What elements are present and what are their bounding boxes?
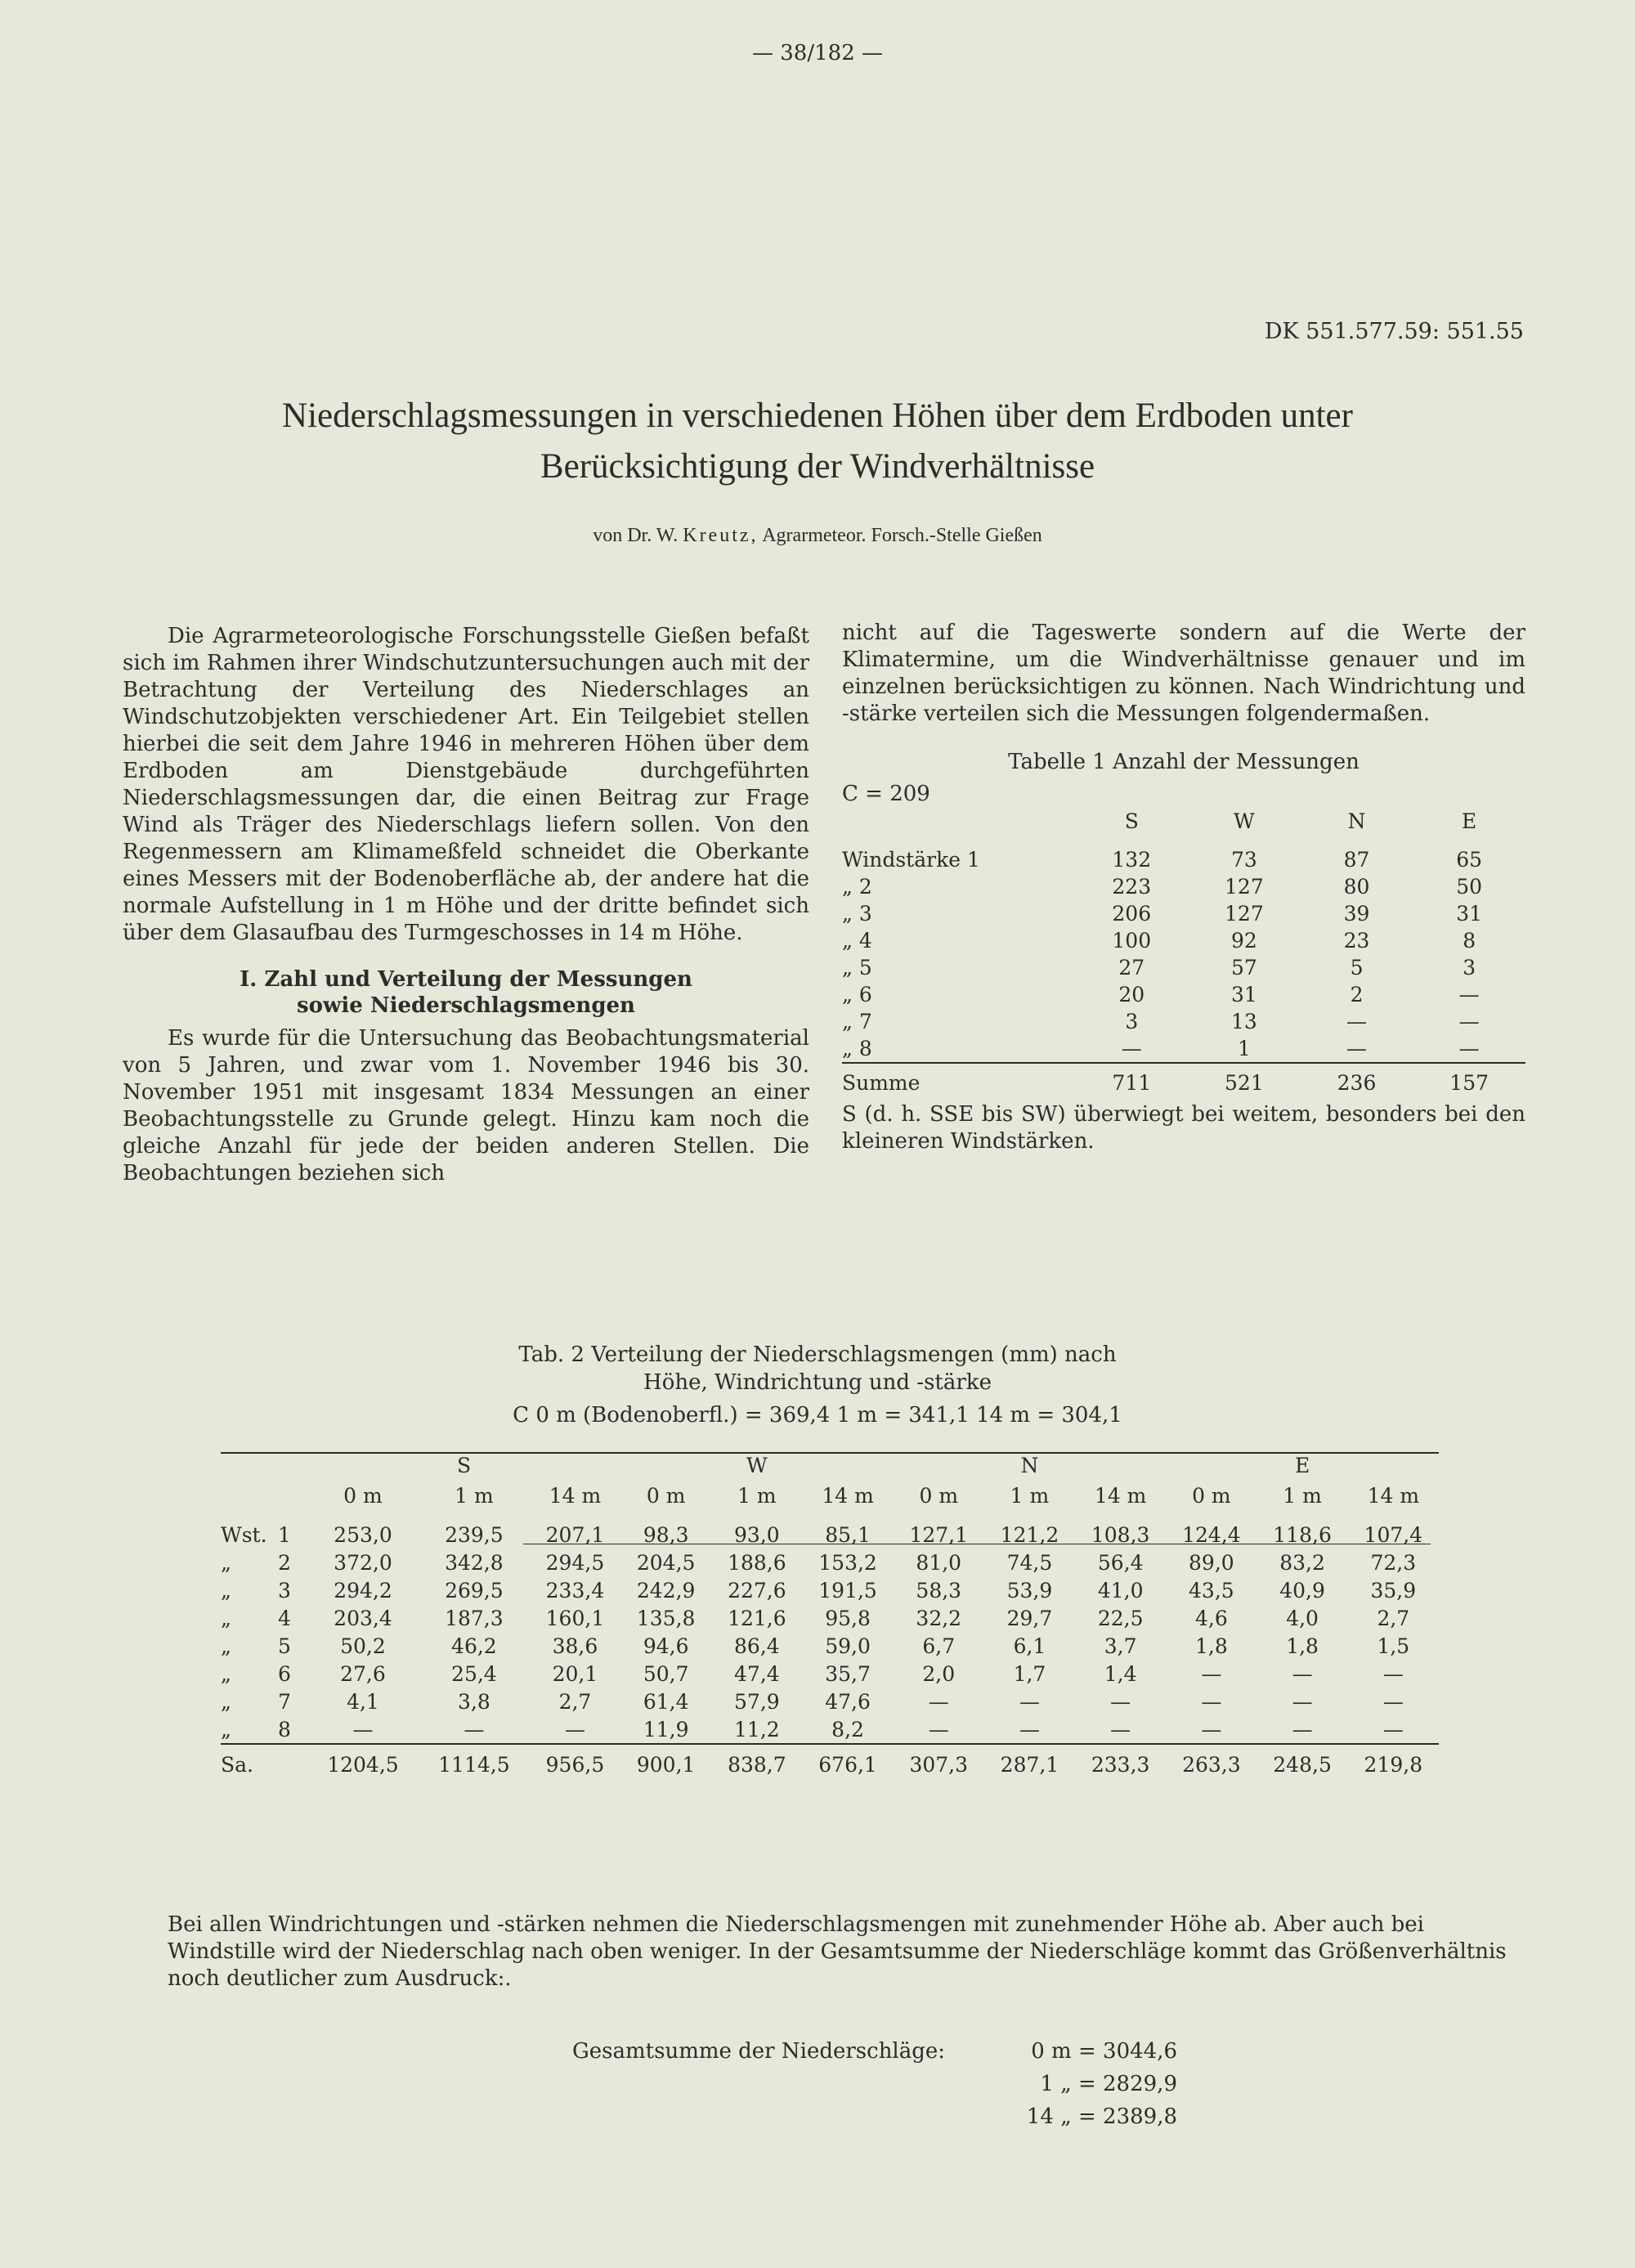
- section-heading-line-2: sowie Niederschlagsmengen: [297, 993, 635, 1018]
- table2-sum-cell: 233,3: [1075, 1744, 1166, 1784]
- table2-corner: [221, 1449, 278, 1481]
- table1-row-label: „ 5: [842, 956, 872, 979]
- table2-row: [221, 1660, 1439, 1688]
- table2-cell: 118,6: [1273, 1522, 1332, 1547]
- table2-sum-cell: 1114,5: [419, 1744, 530, 1784]
- table1-cell: 2: [1350, 983, 1364, 1006]
- table2-height-row: [221, 1481, 1439, 1509]
- table2-cell: 74,5: [1006, 1550, 1053, 1575]
- table2-windstrength: 1: [278, 1522, 291, 1547]
- totals-line: 1 „ = 2829,9: [1040, 2072, 1177, 2096]
- table2-direction-header: N: [1020, 1453, 1039, 1477]
- table2-cell: 50,2: [340, 1634, 386, 1658]
- table2-cell: 56,4: [1097, 1550, 1144, 1575]
- table1-cell: —: [1121, 1037, 1142, 1060]
- table2-cell: 4,1: [347, 1689, 379, 1714]
- section-heading: [123, 966, 809, 1019]
- table2-cell: 4,6: [1194, 1606, 1228, 1630]
- table1-cell: 8: [1463, 929, 1476, 952]
- table1-cell: 39: [1343, 902, 1370, 926]
- table2-corner: [221, 1481, 278, 1509]
- table1-row: [842, 873, 1525, 900]
- table2-cell: —: [928, 1689, 949, 1714]
- left-column: [123, 623, 809, 1187]
- table2-sum-cell: 219,8: [1348, 1744, 1439, 1784]
- table2-height-header: 14 m: [549, 1483, 602, 1508]
- table1-row-label: „ 2: [842, 875, 872, 899]
- table2-cell: —: [1292, 1717, 1313, 1741]
- table2-cell: 83,2: [1279, 1550, 1325, 1575]
- table1-cell: 92: [1230, 929, 1257, 952]
- table2-cell: 135,8: [636, 1606, 696, 1630]
- table2-sum-row: [221, 1744, 1439, 1784]
- table2-cell: 3,8: [458, 1689, 490, 1714]
- table2-cell: 239,5: [445, 1522, 504, 1547]
- table2-cell: 253,0: [334, 1522, 392, 1547]
- table1-row: [842, 927, 1525, 954]
- table2-sum-cell: 838,7: [711, 1744, 802, 1784]
- author-name: Kreutz,: [683, 525, 759, 546]
- table2-cell: 1,8: [1194, 1634, 1228, 1658]
- table1-cell: —: [1458, 983, 1480, 1006]
- conclusion-paragraph: Bei allen Windrichtungen und -stärken nehmen die Niederschlagsmengen mit zunehmender Höhe ab. Aber auch bei Windstille wird der Niederschlag nach oben weniger. In der Gesamtsumme der Niederschläge kommt das Größenverhältnis noch deutlicher zum Ausdruck:.: [168, 1912, 1507, 1991]
- table2-cell: 46,2: [451, 1634, 497, 1658]
- table2-cell: —: [464, 1717, 485, 1741]
- table2-cell: 233,4: [545, 1578, 605, 1602]
- table2-ditto: „: [221, 1661, 231, 1686]
- table1-header: W: [1234, 809, 1255, 833]
- table2-cell: —: [1382, 1689, 1404, 1714]
- table1-row: [842, 846, 1525, 873]
- table2-cell: 93,0: [734, 1522, 780, 1547]
- table2-cell: 40,9: [1279, 1578, 1325, 1602]
- table2-sum-cell: 676,1: [802, 1744, 893, 1784]
- table2-cell: 4,0: [1286, 1606, 1319, 1630]
- table2-cell: 61,4: [643, 1689, 689, 1714]
- table2-sum-cell: 307,3: [894, 1744, 984, 1784]
- table1-cell: 127: [1225, 902, 1264, 926]
- table1-cell: 27: [1118, 956, 1145, 979]
- table2-windstrength: 3: [278, 1578, 291, 1602]
- table2-cell: 242,9: [636, 1578, 696, 1602]
- table2-cell: 127,1: [909, 1522, 969, 1547]
- table2-cell: —: [1110, 1717, 1131, 1741]
- table2-caption-line-3: C 0 m (Bodenoberfl.) = 369,4 1 m = 341,1 14 m = 304,1: [513, 1403, 1122, 1428]
- table2-cell: 59,0: [825, 1634, 871, 1658]
- table2-caption: [82, 1341, 1553, 1429]
- table2-cell: 11,9: [643, 1717, 689, 1741]
- table2-cell: 47,6: [825, 1689, 871, 1714]
- table2-cell: 95,8: [825, 1606, 871, 1630]
- table2-cell: 32,2: [916, 1606, 962, 1630]
- table2-direction-header: W: [746, 1453, 768, 1477]
- table1-cell: —: [1346, 1010, 1368, 1033]
- table2: [221, 1449, 1439, 1784]
- table2-height-header: 1 m: [737, 1483, 777, 1508]
- table1-row: [842, 954, 1525, 981]
- table2-cell: 57,9: [734, 1689, 780, 1714]
- table2-direction-row: [221, 1449, 1439, 1481]
- table2-direction-header: S: [456, 1453, 472, 1477]
- table2-height-header: 0 m: [646, 1483, 686, 1508]
- table1-cell: 206: [1112, 902, 1152, 926]
- table2-height-header: 0 m: [343, 1483, 383, 1508]
- table2-cell: 22,5: [1097, 1606, 1144, 1630]
- table1-cell: 3: [1463, 956, 1476, 979]
- right-column: [842, 620, 1525, 1155]
- table2-cell: 8,2: [831, 1717, 864, 1741]
- table1-sum-label: Summe: [842, 1063, 1075, 1101]
- table2-cell: —: [352, 1717, 374, 1741]
- table2-cell: 94,6: [643, 1634, 689, 1658]
- table2-cell: 38,6: [552, 1634, 598, 1658]
- table1-cell: 132: [1112, 848, 1152, 872]
- table2-windstrength: 8: [278, 1717, 291, 1741]
- table2-row: [221, 1715, 1439, 1744]
- table2-cell: 204,5: [636, 1550, 696, 1575]
- table2-cell: 6,1: [1013, 1634, 1046, 1658]
- table2-cell: —: [1019, 1689, 1040, 1714]
- table2-cell: 11,2: [734, 1717, 780, 1741]
- totals-label: Gesamtsumme der Niederschläge:: [572, 2039, 946, 2064]
- author-affiliation: Agrarmeteor. Forsch.-Stelle Gießen: [762, 525, 1042, 546]
- article-title: [82, 391, 1553, 492]
- table2-cell: —: [1292, 1661, 1313, 1686]
- table2-height-header: 14 m: [1094, 1483, 1147, 1508]
- table1-cell: 57: [1230, 956, 1257, 979]
- table2-cell: —: [1201, 1689, 1222, 1714]
- table2-cell: 160,1: [545, 1606, 605, 1630]
- table2-height-header: 0 m: [1192, 1483, 1231, 1508]
- table2-row: [221, 1509, 1439, 1549]
- table2-cell: 35,7: [825, 1661, 871, 1686]
- table2-windstrength: 7: [278, 1689, 291, 1714]
- table2-sum-label: Sa.: [221, 1744, 278, 1784]
- table2-cell: 191,5: [818, 1578, 877, 1602]
- table2-cell: 86,4: [734, 1634, 780, 1658]
- table2-caption-line-1: Tab. 2 Verteilung der Niederschlagsmengen (mm) nach: [518, 1342, 1117, 1367]
- table1-header-row: [842, 808, 1525, 835]
- table1-row: [842, 981, 1525, 1008]
- table1-row: [842, 1035, 1525, 1063]
- table1-cell: 1: [1237, 1037, 1251, 1060]
- table1-cell: —: [1458, 1010, 1480, 1033]
- table2-cell: 1,7: [1013, 1661, 1046, 1686]
- table1-sum-cell: 521: [1188, 1063, 1301, 1101]
- table2-cell: 107,4: [1364, 1522, 1423, 1547]
- table2-cell: 1,5: [1377, 1634, 1410, 1658]
- table2-cell: 121,2: [1000, 1522, 1059, 1547]
- table1-row-label: „ 7: [842, 1010, 872, 1033]
- table2-cell: 2,0: [922, 1661, 956, 1686]
- table2-windstrength: 5: [278, 1634, 291, 1658]
- table2-cell: 342,8: [445, 1550, 504, 1575]
- table1-sum-cell: 236: [1301, 1063, 1413, 1101]
- table2-row-label: Wst.: [221, 1522, 267, 1547]
- section-paragraph: Es wurde für die Untersuchung das Beobachtungsmaterial von 5 Jahren, und zwar vom 1. November 1946 bis 30. November 1951 mit insgesamt 1834 Messungen an einer Beobachtungsstelle zu Grunde gelegt. Hinzu kam noch die gleiche Anzahl für jede der beiden anderen Stellen. Die Beobachtungen beziehen sich: [123, 1026, 809, 1186]
- table2-corner: [278, 1481, 307, 1509]
- table1-cell: 50: [1456, 875, 1483, 899]
- table2-height-header: 1 m: [455, 1483, 494, 1508]
- table2-cell: 1,4: [1104, 1661, 1137, 1686]
- table2-cell: 29,7: [1006, 1606, 1053, 1630]
- section-heading-line-1: I. Zahl und Verteilung der Messungen: [240, 967, 692, 992]
- table2-sum-cell: 956,5: [530, 1744, 620, 1784]
- table2-cell: 188,6: [728, 1550, 786, 1575]
- table1-cell: 13: [1230, 1010, 1257, 1033]
- table2-ditto: „: [221, 1578, 231, 1602]
- table2-height-header: 14 m: [822, 1483, 874, 1508]
- table2-cell: 58,3: [916, 1578, 962, 1602]
- table1-cell: 87: [1343, 848, 1370, 872]
- table1-row: [842, 900, 1525, 927]
- table2-row: [221, 1576, 1439, 1604]
- table1-cell: 80: [1343, 875, 1370, 899]
- table2-cell: —: [1201, 1717, 1222, 1741]
- table2-corner: [278, 1744, 307, 1784]
- table1-cell: 31: [1230, 983, 1257, 1006]
- author-line: [82, 525, 1553, 547]
- table1-cell: 3: [1125, 1010, 1139, 1033]
- table2-direction-header: E: [1295, 1453, 1310, 1477]
- intro-paragraph: Die Agrarmeteorologische Forschungsstelle Gießen befaßt sich im Rahmen ihrer Windschutzuntersuchungen auch mit der Betrachtung der Verteilung des Niederschlages an Windschutzobjekten verschiedener Art. Ein Teilgebiet stellen hierbei die seit dem Jahre 1946 in mehreren Höhen über dem Erdboden am Dienstgebäude durchgeführten Niederschlagsmessungen dar, die einen Beitrag zur Frage Wind als Träger des Niederschlags liefern sollen. Von den Regenmessern am Klimameßfeld schneidet die Oberkante eines Messers mit der Bodenoberfläche ab, der andere hat die normale Aufstellung in 1 m Höhe und der dritte befindet sich über dem Glasaufbau des Turmgeschosses in 14 m Höhe.: [123, 624, 809, 945]
- table2-cell: —: [1110, 1689, 1131, 1714]
- table2-row: [221, 1604, 1439, 1632]
- table2-cell: 3,7: [1104, 1634, 1137, 1658]
- table2-windstrength: 6: [278, 1661, 291, 1686]
- table1-cell: —: [1346, 1037, 1368, 1060]
- table2-cell: 35,9: [1370, 1578, 1417, 1602]
- table2-caption-line-2: Höhe, Windrichtung und -stärke: [643, 1370, 992, 1395]
- table2-cell: 53,9: [1006, 1578, 1053, 1602]
- dk-classification: DK 551.577.59: 551.55: [1264, 319, 1524, 344]
- table2-cell: 85,1: [825, 1522, 871, 1547]
- totals-line: 0 m = 3044,6: [1031, 2039, 1177, 2064]
- table1-sum-cell: 157: [1413, 1063, 1525, 1101]
- table1-cell: 23: [1343, 929, 1370, 952]
- table2-cell: 203,4: [334, 1606, 392, 1630]
- table2-cell: 227,6: [728, 1578, 786, 1602]
- table2-height-header: 1 m: [1010, 1483, 1050, 1508]
- table1-header: N: [1347, 809, 1366, 833]
- totals-line: 14 „ = 2389,8: [1026, 2104, 1177, 2129]
- right-paragraph: nicht auf die Tageswerte sondern auf die Werte der Klimatermine, um die Windverhältnisse genauer und im einzelnen berücksichtigen zu können. Nach Windrichtung und -stärke verteilen sich die Messungen folgendermaßen.: [842, 621, 1525, 726]
- page-number: — 38/182 —: [752, 41, 883, 65]
- table1-cell: 65: [1456, 848, 1483, 872]
- table1-row-label: „ 6: [842, 983, 872, 1006]
- table2-height-header: 14 m: [1367, 1483, 1420, 1508]
- table1-cell: 100: [1112, 929, 1152, 952]
- table2-sum-cell: 1204,5: [307, 1744, 419, 1784]
- table1-cell: 73: [1230, 848, 1257, 872]
- table1-title: Tabelle 1 Anzahl der Messungen: [1008, 750, 1360, 774]
- table2-cell: 20,1: [552, 1661, 598, 1686]
- table2-cell: 27,6: [340, 1661, 386, 1686]
- table2-cell: 207,1: [545, 1522, 605, 1547]
- table2-cell: —: [1201, 1661, 1222, 1686]
- table2-row: [221, 1632, 1439, 1660]
- table2-cell: —: [928, 1717, 949, 1741]
- table2-cell: 50,7: [643, 1661, 689, 1686]
- table2-height-header: 0 m: [919, 1483, 959, 1508]
- table1-calm: C = 209: [842, 782, 930, 806]
- table2-cell: 25,4: [451, 1661, 497, 1686]
- table1-row: [842, 1008, 1525, 1035]
- table2-row: [221, 1549, 1439, 1576]
- table2-cell: —: [1292, 1689, 1313, 1714]
- table1-header: S: [1124, 809, 1139, 833]
- table2-cell: 124,4: [1182, 1522, 1241, 1547]
- table2-cell: 108,3: [1091, 1522, 1150, 1547]
- table2-cell: 269,5: [445, 1578, 504, 1602]
- table2-ditto: „: [221, 1717, 231, 1741]
- table1-cell: 31: [1456, 902, 1483, 926]
- table2-cell: 294,2: [334, 1578, 392, 1602]
- table1-row-label: Windstärke 1: [842, 848, 980, 872]
- table1-cell: 223: [1112, 875, 1152, 899]
- title-line-1: Niederschlagsmessungen in verschiedenen Höhen über dem Erdboden unter: [282, 397, 1353, 435]
- table1-sum-row: [842, 1063, 1525, 1101]
- table1-row-label: „ 3: [842, 902, 872, 926]
- title-line-2: Berücksichtigung der Windverhältnisse: [540, 447, 1095, 486]
- table2-cell: 2,7: [558, 1689, 592, 1714]
- table2-windstrength: 4: [278, 1606, 291, 1630]
- table2-ditto: „: [221, 1634, 231, 1658]
- table1-header: E: [1462, 809, 1477, 833]
- table2-cell: 1,8: [1286, 1634, 1319, 1658]
- table2-cell: —: [564, 1717, 585, 1741]
- table2-cell: 81,0: [916, 1550, 962, 1575]
- table1-row-label: „ 4: [842, 929, 872, 952]
- table2-cell: 121,6: [728, 1606, 786, 1630]
- table2-cell: —: [1019, 1717, 1040, 1741]
- table2-cell: 294,5: [545, 1550, 605, 1575]
- table2-cell: 153,2: [818, 1550, 877, 1575]
- table2-cell: —: [1382, 1717, 1404, 1741]
- table2-cell: 41,0: [1097, 1578, 1144, 1602]
- table2-cell: 2,7: [1377, 1606, 1410, 1630]
- table2-ditto: „: [221, 1550, 231, 1575]
- table2-cell: 43,5: [1189, 1578, 1234, 1602]
- table2-cell: 89,0: [1189, 1550, 1234, 1575]
- table2-cell: 6,7: [922, 1634, 956, 1658]
- table2-sum-cell: 248,5: [1256, 1744, 1347, 1784]
- after-table1-paragraph: S (d. h. SSE bis SW) überwiegt bei weitem, besonders bei den kleineren Windstärken.: [842, 1102, 1525, 1154]
- table2-windstrength: 2: [278, 1550, 291, 1575]
- table2-corner: [278, 1449, 307, 1481]
- table2-cell: 372,0: [334, 1550, 392, 1575]
- table1-cell: —: [1458, 1037, 1480, 1060]
- table2-cell: 98,3: [643, 1522, 689, 1547]
- table2-sum-cell: 287,1: [984, 1744, 1075, 1784]
- table2-row: [221, 1688, 1439, 1715]
- table1-cell: 5: [1350, 956, 1364, 979]
- table2-cell: —: [1382, 1661, 1404, 1686]
- author-prefix: von Dr. W.: [593, 525, 679, 546]
- table2-ditto: „: [221, 1606, 231, 1630]
- table2-ditto: „: [221, 1689, 231, 1714]
- table2-cell: 72,3: [1370, 1550, 1417, 1575]
- table2-cell: 47,4: [734, 1661, 780, 1686]
- table2-sum-cell: 263,3: [1166, 1744, 1256, 1784]
- table1-cell: 127: [1225, 875, 1264, 899]
- table2-cell: 187,3: [445, 1606, 504, 1630]
- table1-sum-cell: 711: [1075, 1063, 1188, 1101]
- table2-height-header: 1 m: [1283, 1483, 1322, 1508]
- table1-cell: 20: [1118, 983, 1145, 1006]
- table1: [842, 808, 1525, 1101]
- table2-sum-cell: 900,1: [620, 1744, 711, 1784]
- table1-row-label: „ 8: [842, 1037, 872, 1060]
